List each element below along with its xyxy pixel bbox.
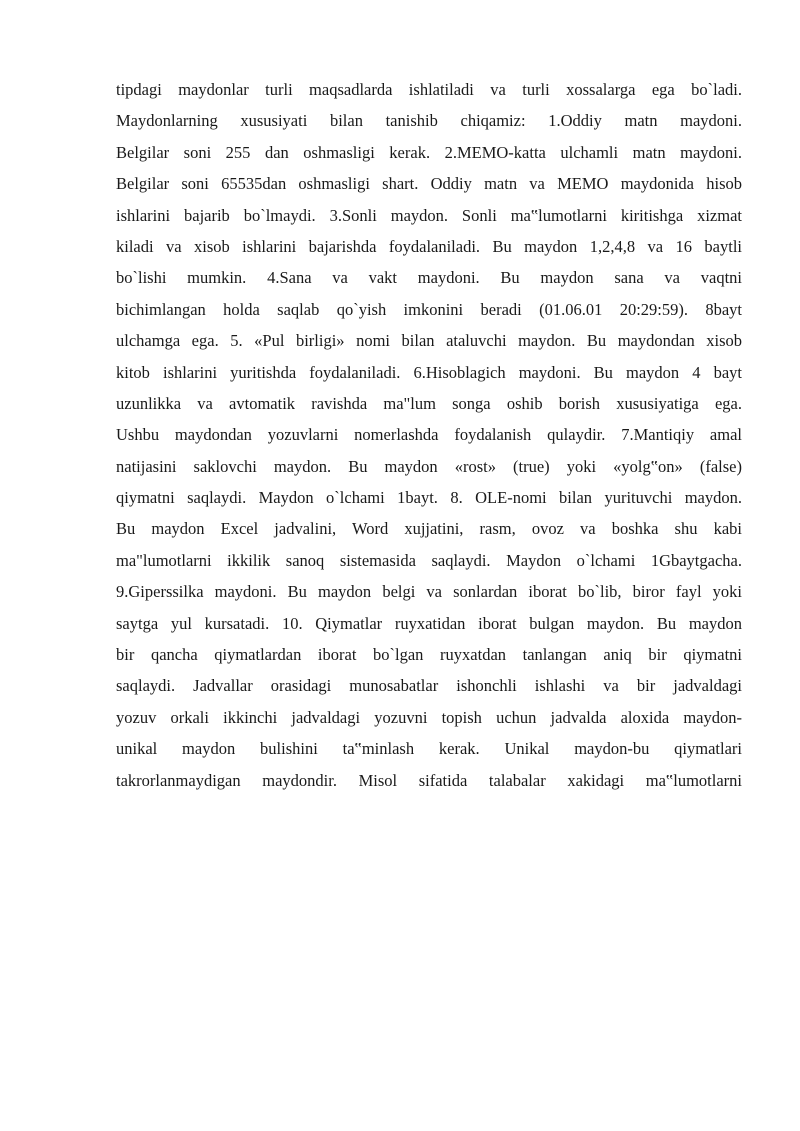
text-line: bo`lishi mumkin. 4.Sana va vakt maydoni. Bu maydon sana va vaqtni — [116, 268, 742, 288]
text-line: bir qancha qiymatlardan iborat bo`lgan ruyxatdan tanlangan aniq bir qiymatni — [116, 645, 742, 665]
text-line: Ushbu maydondan yozuvlarni nomerlashda foydalanish qulaydir. 7.Mantiqiy amal — [116, 425, 742, 445]
text-line: ma"lumotlarni ikkilik sanoq sistemasida saqlaydi. Maydon o`lchami 1Gbaytgacha. — [116, 550, 742, 570]
text-line: tipdagi maydonlar turli maqsadlarda ishlatiladi va turli xossalarga ega bo`ladi. — [116, 80, 742, 99]
text-line: Belgilar soni 255 dan oshmasligi kerak. 2.MEMO-katta ulchamli matn maydoni. — [116, 142, 742, 162]
text-line: saytga yul kursatadi. 10. Qiymatlar ruyxatidan iborat bulgan maydon. Bu maydon — [116, 613, 742, 633]
text-line: Bu maydon Excel jadvalini, Word xujjatini, rasm, ovoz va boshka shu kabi — [116, 519, 742, 539]
text-line: saqlaydi. Jadvallar orasidagi munosabatlar ishonchli ishlashi va bir jadvaldagi — [116, 676, 742, 696]
text-line: ulchamga ega. 5. «Pul birligi» nomi bilan ataluvchi maydon. Bu maydondan xisob — [116, 331, 742, 351]
text-line: 9.Giperssilka maydoni. Bu maydon belgi va sonlardan iborat bo`lib, biror fayl yoki — [116, 582, 742, 602]
text-line: kitob ishlarini yuritishda foydalaniladi. 6.Hisoblagich maydoni. Bu maydon 4 bayt — [116, 362, 742, 382]
text-line: Maydonlarning xususiyati bilan tanishib chiqamiz: 1.Oddiy matn maydoni. — [116, 111, 742, 131]
text-line: takrorlanmaydigan maydondir. Misol sifatida talabalar xakidagi ma‟lumotlarni — [116, 770, 742, 790]
text-line: yozuv orkali ikkinchi jadvaldagi yozuvni topish uchun jadvalda aloxida maydon- — [116, 707, 742, 727]
text-line: kiladi va xisob ishlarini bajarishda foydalaniladi. Bu maydon 1,2,4,8 va 16 baytli — [116, 236, 742, 256]
body-paragraph — [116, 74, 742, 796]
text-line: uzunlikka va avtomatik ravishda ma"lum songa oshib borish xususiyatiga ega. — [116, 393, 742, 413]
text-line: Belgilar soni 65535dan oshmasligi shart. Oddiy matn va MEMO maydonida hisob — [116, 174, 742, 194]
text-line: natijasini saklovchi maydon. Bu maydon «rost» (true) yoki «yolg‟on» (false) — [116, 456, 742, 476]
text-line: bichimlangan holda saqlab qo`yish imkonini beradi (01.06.01 20:29:59). 8bayt — [116, 299, 742, 319]
text-line: ishlarini bajarib bo`lmaydi. 3.Sonli maydon. Sonli ma‟lumotlarni kiritishga xizmat — [116, 205, 742, 225]
text-line: unikal maydon bulishini ta‟minlash kerak. Unikal maydon-bu qiymatlari — [116, 739, 742, 759]
text-line: qiymatni saqlaydi. Maydon o`lchami 1bayt. 8. OLE-nomi bilan yurituvchi maydon. — [116, 488, 742, 508]
